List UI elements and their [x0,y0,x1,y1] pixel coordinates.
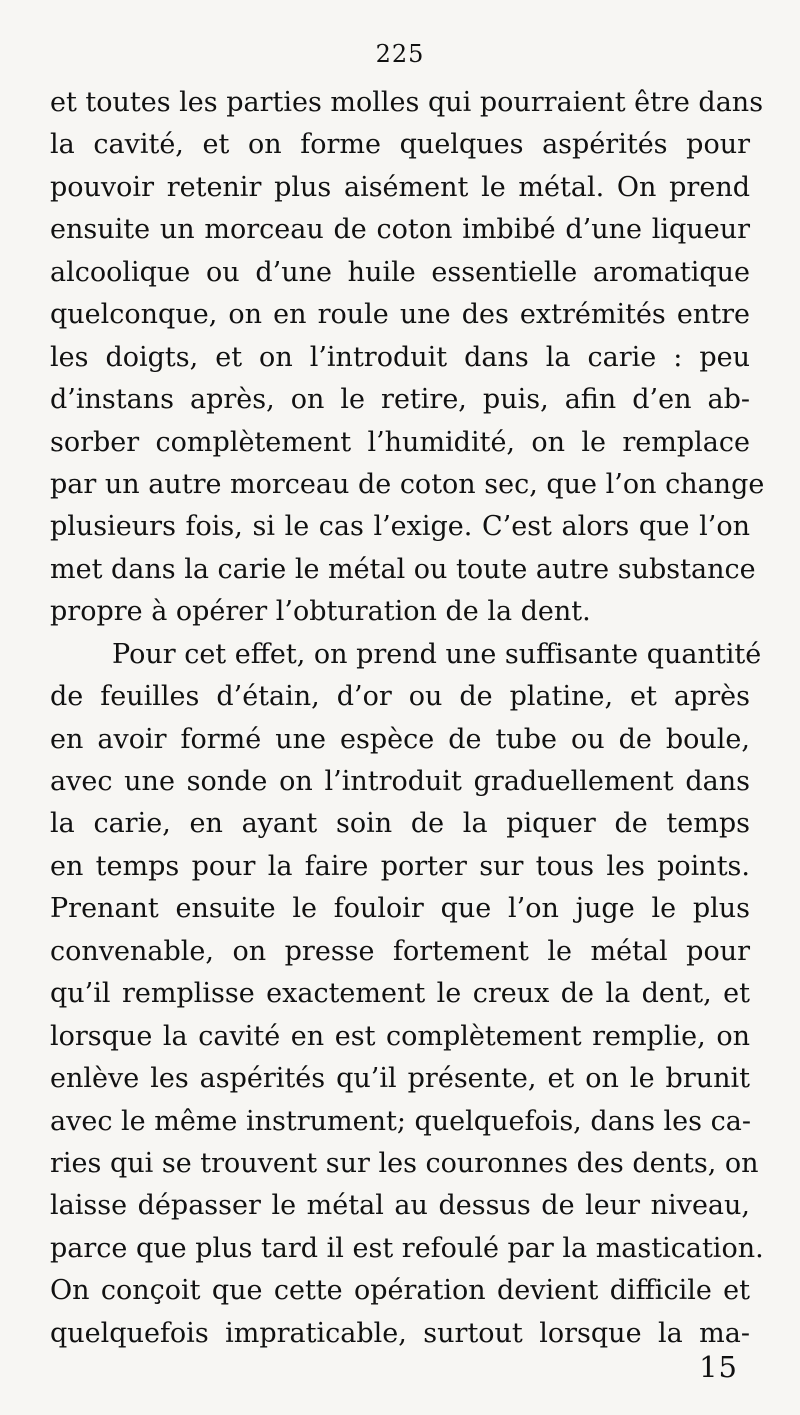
text-line: en avoir formé une espèce de tube ou de boule, [50,723,750,755]
text-line: d’instans après, on le retire, puis, afin d’en ab- [50,384,750,416]
text-line: ensuite un morceau de coton imbibé d’une liqueur [50,214,750,246]
text-line: Prenant ensuite le fouloir que l’on juge le plus [50,893,750,925]
text-line: en temps pour la faire porter sur tous les points. [50,850,750,882]
text-line: convenable, on presse fortement le métal pour [50,935,750,967]
text-line: laisse dépasser le métal au dessus de leur niveau, [50,1190,750,1222]
text-line: par un autre morceau de coton sec, que l’on change [50,468,765,500]
text-line: plusieurs fois, si le cas l’exige. C’est alors que l’on [50,511,750,543]
text-line: quelconque, on en roule une des extrémités entre [50,299,750,331]
signature-mark: 15 [699,1350,738,1384]
text-line: On conçoit que cette opération devient difficile et [50,1275,750,1307]
text-line: la cavité, et on forme quelques aspérités pour [50,129,750,161]
text-line: avec une sonde on l’introduit graduellement dans [50,766,750,797]
text-line: pouvoir retenir plus aisément le métal. On prend [50,171,750,203]
text-line: Pour cet effet, on prend une suffisante quantité [112,638,762,670]
text-line: qu’il remplisse exactement le creux de la dent, et [50,978,750,1010]
text-line: et toutes les parties molles qui pourraient être dans [50,87,764,118]
text-line: sorber complètement l’humidité, on le remplace [50,426,750,458]
text-line: avec le même instrument; quelquefois, dans les ca- [50,1105,751,1137]
text-line: met dans la carie le métal ou toute autre substance [50,553,756,585]
text-line: la carie, en ayant soin de la piquer de temps [50,808,750,840]
text-line: les doigts, et on l’introduit dans la carie : peu [50,341,750,373]
text-line: parce que plus tard il est refoulé par la mastication. [50,1232,764,1264]
text-line: de feuilles d’étain, d’or ou de platine, et après [50,681,750,713]
text-line: enlève les aspérités qu’il présente, et on le brunit [50,1063,750,1095]
text-line: alcoolique ou d’une huile essentielle aromatique [50,256,750,288]
text-line: lorsque la cavité en est complètement remplie, on [50,1020,750,1052]
page-number: 225 [375,40,425,68]
text-line: propre à opérer l’obturation de la dent. [50,596,591,628]
text-line: ries qui se trouvent sur les couronnes des dents, on [50,1147,759,1179]
body-text [50,82,765,1355]
text-line: quelquefois impraticable, surtout lorsque la ma- [50,1317,750,1349]
